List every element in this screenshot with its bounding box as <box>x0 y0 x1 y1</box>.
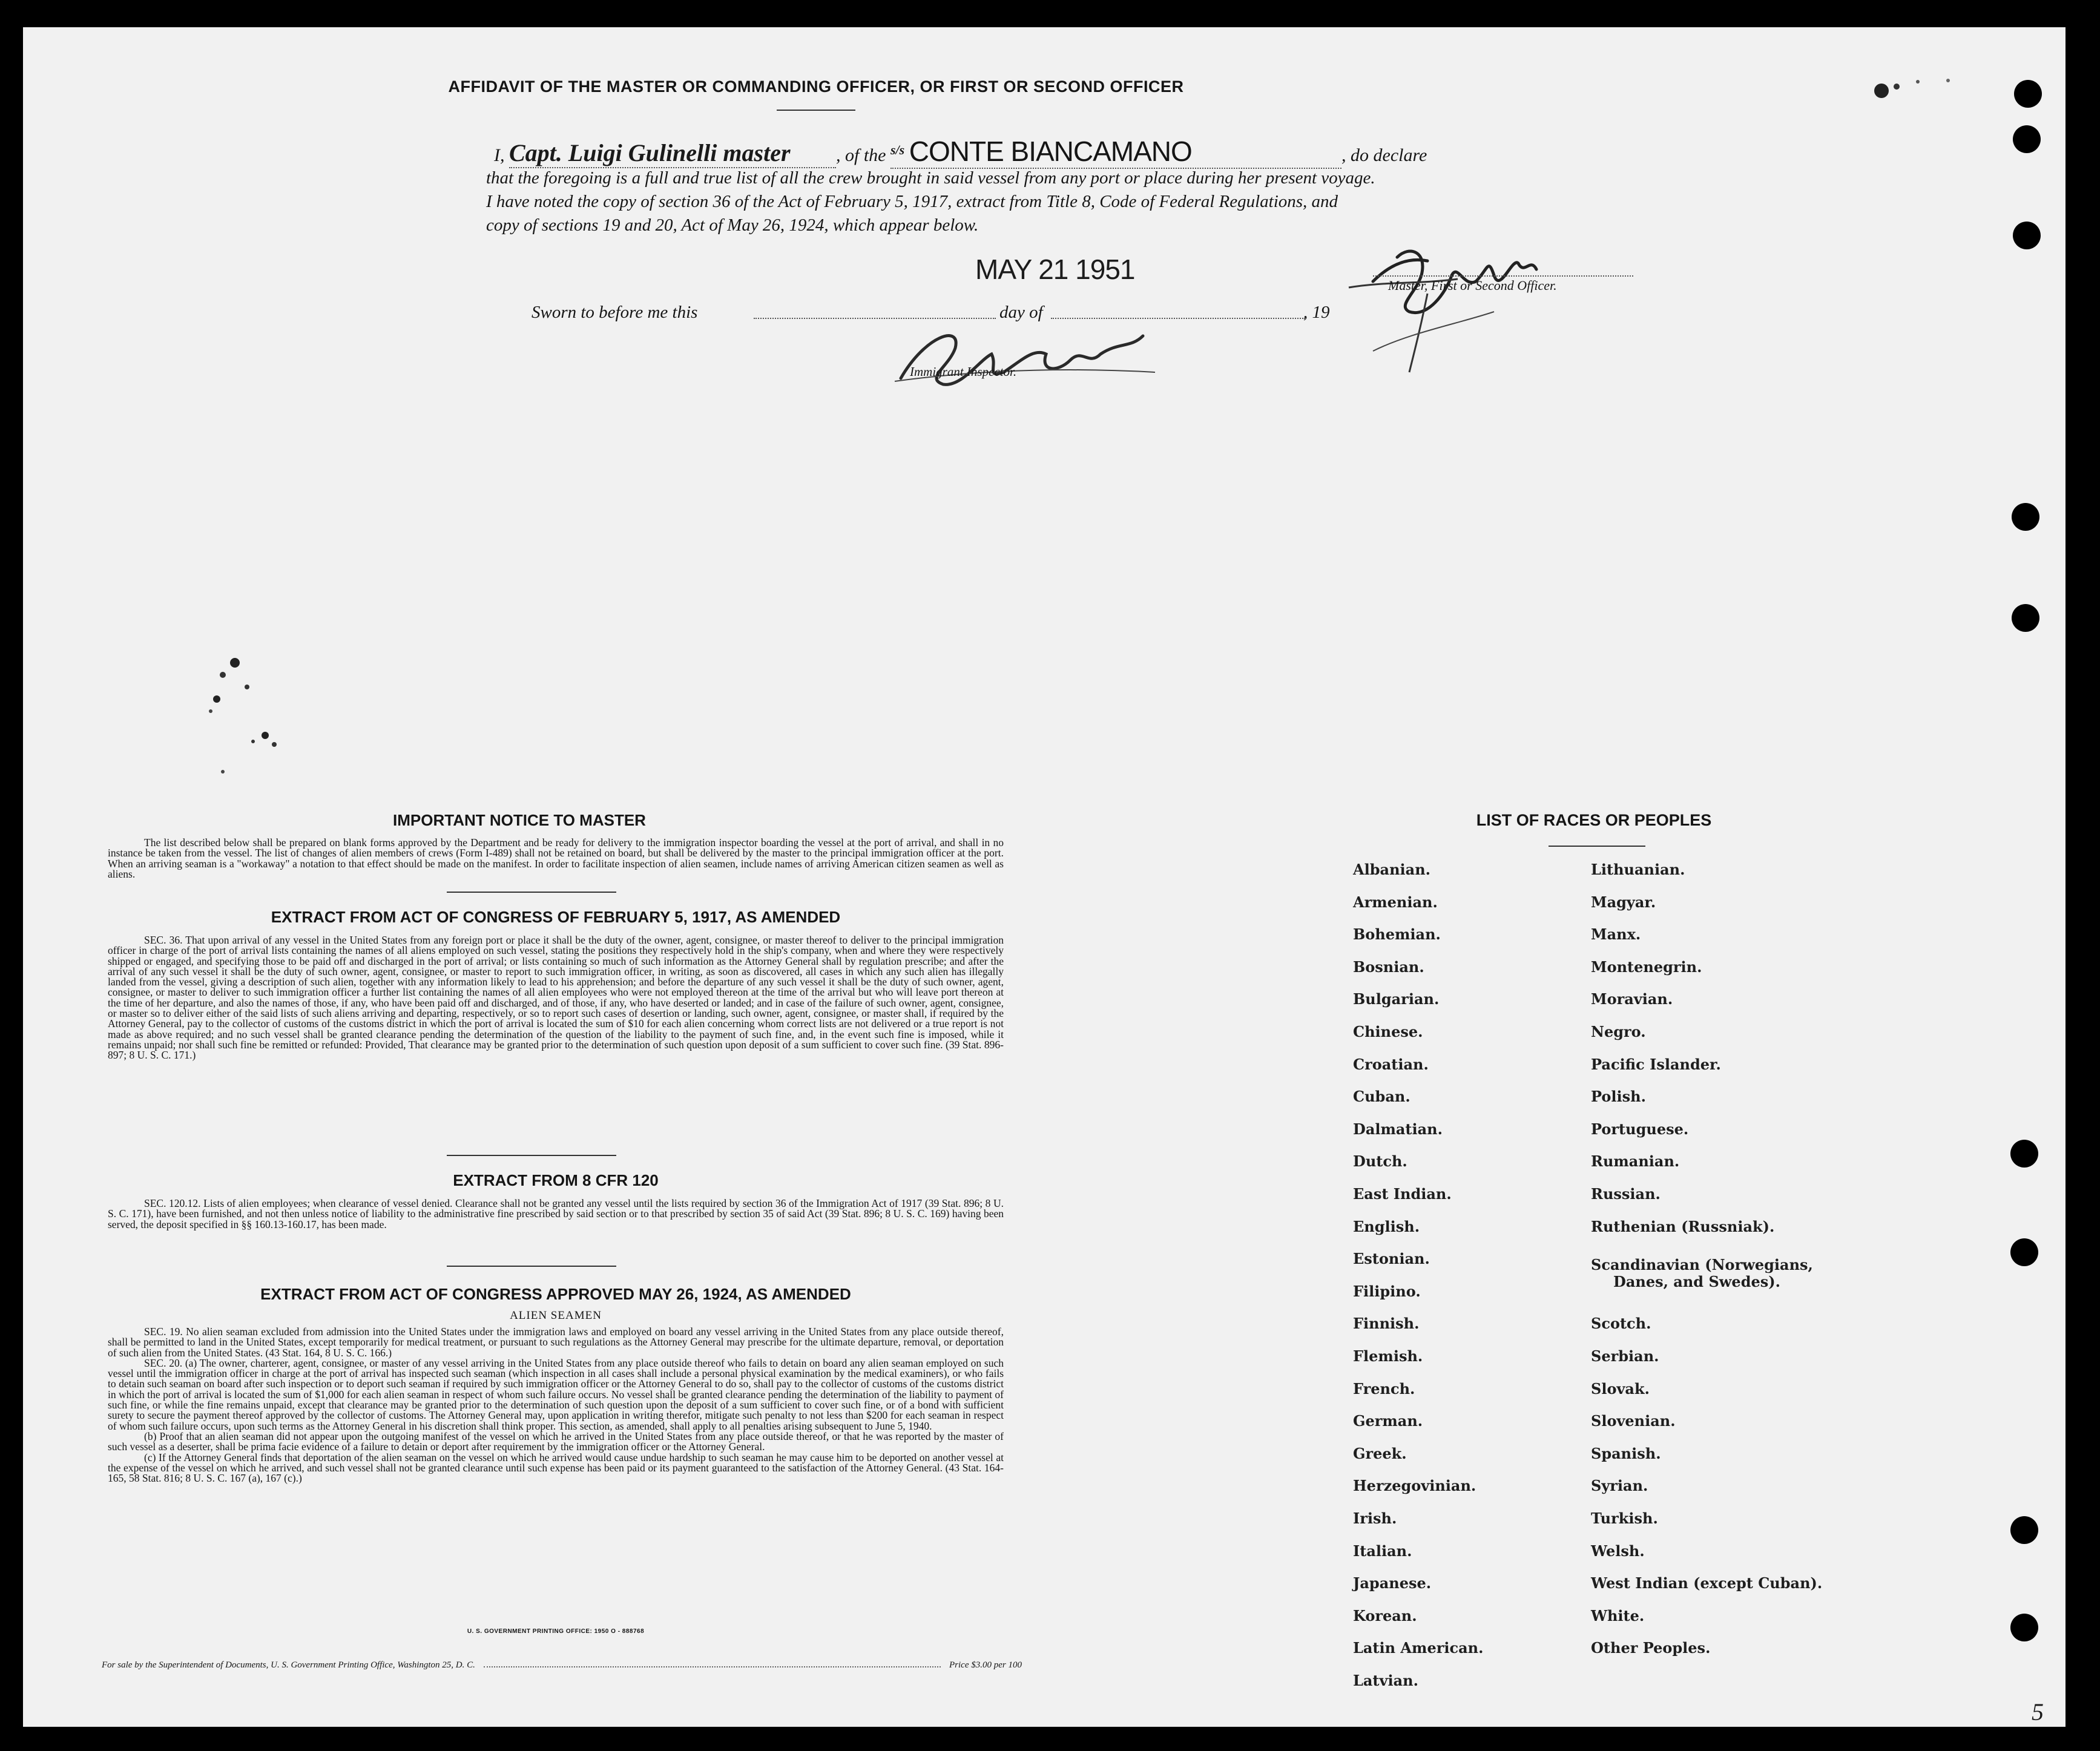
race-item: Negro. <box>1591 1023 1646 1040</box>
sec19-text: SEC. 19. No alien seaman excluded from admission into the United States under the immigration laws and employed on board any vessel arriving in the United States from any place outside thereof, shall be permitted to land in the United States, except temporarily for medical treatment, or pursuant to such regulations as the Attorney General may prescribe for the ultimate departure, removal, or deportation of such alien from the United States. (43 Stat. 164, 8 U. S. C. 166.) <box>108 1326 1004 1359</box>
race-item: Manx. <box>1591 925 1641 944</box>
top-right-specks <box>1863 64 1996 112</box>
race-item: Polish. <box>1591 1088 1646 1106</box>
extract-1917-text: SEC. 36. That upon arrival of any vessel in the United States from any foreign port or place it shall be the duty of the owner, agent, consignee, or master thereof to deliver to the principal immigration officer in charge of the port of arrival lists containing the names of all aliens employed on such vessel, stating the positions they respectively hold in the ship's company, when and where they were respectively shipped or engaged, and specifying those to be paid off and discharged in the port of arrival; or lists containing so much of such information as the Attorney General shall by regulation prescribe; and after the arrival of any such vessel it shall be the duty of such owner, agent, consignee, or master to report to such immigration officer, in writing, as soon as discovered, all cases in which any such alien has illegally landed from the vessel, giving a description of such alien, together with any information likely to lead to his apprehension; and before the departure of any such vessel it shall be the duty of such owner, agent, consignee, or master to deliver to such immigration officer a further list containing the names of all alien employees who were not employed thereon at the time of the arrival but who will leave port thereon at the time of her departure, and also the names of those, if any, who have been paid off and discharged, and of those, if any, who have deserted or landed; and in case of the failure of such owner, agent, consignee, or master so to deliver either of the said lists of such aliens arriving and departing, respectively, or so to report such cases of desertion or landing, such owner, agent, consignee, or master shall, if required by the Attorney General, pay to the collector of customs of the customs district in which the port of arrival is located the sum of $10 for each alien concerning whom correct lists are not delivered or a true report is not made as above required; and no such vessel shall be granted clearance pending the determination of the question of the liability to the payment of such fine, and, in the event such fine is imposed, while it remains unpaid; nor shall such fine be remitted or refunded: Provided, That clearance may be granted prior to the determination of such question upon deposit of a sum sufficient to cover such fine. (39 Stat. 896-897; 8 U. S. C. 171.) <box>108 934 1004 1062</box>
gpo-imprint: U. S. GOVERNMENT PRINTING OFFICE: 1950 O - 888768 <box>467 1628 645 1635</box>
race-item: Danes, and Swedes). <box>1613 1273 1780 1291</box>
binder-hole <box>2013 222 2041 249</box>
race-item: German. <box>1353 1412 1423 1430</box>
race-item: Serbian. <box>1591 1347 1659 1365</box>
race-item: Montenegrin. <box>1591 958 1702 976</box>
race-item: Turkish. <box>1591 1510 1658 1527</box>
race-item: Russian. <box>1591 1185 1661 1203</box>
date-stamp: MAY 21 1951 <box>975 254 1135 285</box>
race-item: Estonian. <box>1353 1250 1430 1268</box>
sale-footer-right: Price $3.00 per 100 <box>949 1660 1022 1670</box>
extract-cfr-text: SEC. 120.12. Lists of alien employees; when clearance of vessel denied. Clearance shall not be granted any vessel until the lists required by section 36 of the Immigration Act of 1917 (39 Stat. 896; 8 U. S. C. 171), have been furnished, and not then unless notice of liability to the administrative fine prescribed by said section or to that prescribed by section 35 of said Act (39 Stat. 896; 8 U. S. C. 169) having been served, the deposit specified in §§ 160.13-160.17, has been made. <box>108 1197 1004 1230</box>
affidavit-line1-prefix: I, <box>494 145 505 165</box>
race-item: Croatian. <box>1353 1055 1429 1073</box>
vessel-name-stamp: CONTE BIANCAMANO <box>909 136 1192 167</box>
race-item: Herzegovinian. <box>1353 1477 1476 1495</box>
race-item: Japanese. <box>1353 1574 1432 1592</box>
race-item: Irish. <box>1353 1510 1397 1527</box>
binder-hole <box>2010 1140 2038 1168</box>
declarant-handwriting: Capt. Luigi Gulinelli master <box>509 139 836 168</box>
binder-hole <box>2010 1238 2038 1266</box>
vessel-prefix: s/s <box>890 142 905 157</box>
day-of-label: day of <box>999 303 1043 322</box>
race-item: Rumanian. <box>1591 1152 1680 1171</box>
race-item: Armenian. <box>1353 893 1438 911</box>
affidavit-line1-mid: , of the <box>836 145 886 165</box>
officer-signature <box>1337 221 1591 378</box>
race-item: Italian. <box>1353 1542 1412 1560</box>
affidavit-line1-suffix: , do declare <box>1341 145 1427 165</box>
race-item: Flemish. <box>1353 1347 1423 1365</box>
sec20a-text: SEC. 20. (a) The owner, charterer, agent, consignee, or master of any vessel arriving in the United States from any place outside thereof who fails to detain on board any alien seaman employed on such vessel until the immigration officer in charge at the port of arrival has inspected such seaman (which inspection in all cases shall include a personal physical examination by the medical examiners), or who fails to detain such seaman on board after such inspection or to deport such seaman if required by such immigration officer or the Attorney General to do so, shall pay to the collector of customs of the customs district in which the port of arrival is located the sum of $1,000 for each alien seaman in respect of whom such failure occurs. No vessel shall be granted clearance pending the determination of the liability to payment of such fine, or while the fine remains unpaid, except that clearance may be granted prior to the determination of such question upon the deposit of a sum sufficient to cover such fine, or of a bond with sufficient surety to secure the payment thereof approved by the collector of customs. The Attorney General may, upon application in writing therefor, mitigate such penalty to not less than $200 for each seaman in respect of whom such failure occurs, upon such terms as the Attorney General in his discretion shall think proper. This section, as amended, shall apply to all penalties arising subsequent to June 5, 1940. <box>108 1356 1004 1432</box>
races-title-underline <box>1549 846 1645 847</box>
title-underline <box>777 110 855 111</box>
race-item: West Indian (except Cuban). <box>1591 1574 1823 1592</box>
affidavit-line1 <box>494 135 1705 169</box>
race-item: Dutch. <box>1353 1152 1407 1171</box>
race-item: Spanish. <box>1591 1444 1661 1462</box>
sale-footer <box>102 1660 1022 1671</box>
race-item: East Indian. <box>1353 1185 1452 1203</box>
race-item: Chinese. <box>1353 1023 1423 1040</box>
affidavit-line3: I have noted the copy of section 36 of the Act of February 5, 1917, extract from Title 8, Code of Federal Regulations, and <box>486 192 1338 211</box>
notice-title: IMPORTANT NOTICE TO MASTER <box>393 811 646 829</box>
race-item: Korean. <box>1353 1606 1417 1625</box>
document-sheet <box>23 27 2065 1727</box>
divider-2 <box>447 1155 616 1156</box>
notice-text: The list described below shall be prepared on blank forms approved by the Department and be ready for delivery to the immigration inspector boarding the vessel at the port of arrival, and shall in no instance be taken from the vessel. The list of changes of alien members of crews (Form I-489) shall not be retained on board, but shall be delivered by the master to the principal immigration officer at the port. When an arriving seaman is a "workaway" a notation to that effect should be made on the manifest. In order to facilitate inspection of alien seamen, include names of arriving American citizen seamen as well as aliens. <box>108 836 1004 880</box>
race-item: Bulgarian. <box>1353 990 1440 1008</box>
binder-hole <box>2010 1516 2038 1544</box>
divider-3 <box>447 1266 616 1267</box>
races-title: LIST OF RACES OR PEOPLES <box>1476 811 1712 829</box>
extract-1924-body <box>108 1327 1004 1483</box>
race-item: Slovak. <box>1591 1379 1650 1398</box>
race-item: French. <box>1353 1379 1415 1398</box>
race-item: Greek. <box>1353 1444 1407 1462</box>
race-item: Welsh. <box>1591 1542 1645 1560</box>
race-item: Scotch. <box>1591 1315 1651 1333</box>
race-item: Syrian. <box>1591 1477 1648 1495</box>
race-item: Latin American. <box>1353 1639 1484 1657</box>
binder-hole <box>2010 1614 2038 1641</box>
race-item: Cuban. <box>1353 1088 1410 1106</box>
sale-footer-dots <box>484 1660 941 1667</box>
race-item: Other Peoples. <box>1591 1639 1711 1657</box>
alien-seamen-subtitle: ALIEN SEAMEN <box>510 1309 602 1322</box>
binder-hole <box>2014 80 2042 108</box>
vessel-field <box>890 135 1341 169</box>
sale-footer-left: For sale by the Superintendent of Documents, U. S. Government Printing Office, Washington 25, D. C. <box>102 1660 475 1670</box>
race-item: White. <box>1591 1606 1645 1625</box>
race-item: Filipino. <box>1353 1282 1421 1300</box>
race-item: Finnish. <box>1353 1315 1420 1333</box>
binder-hole <box>2012 604 2039 632</box>
race-item: Moravian. <box>1591 990 1673 1008</box>
ink-specks <box>180 645 301 784</box>
affidavit-line2: that the foregoing is a full and true list of all the crew brought in said vessel from any port or place during her present voyage. <box>486 168 1375 188</box>
affidavit-line4: copy of sections 19 and 20, Act of May 26, 1924, which appear below. <box>486 215 979 235</box>
race-item: Slovenian. <box>1591 1412 1676 1430</box>
race-item: Bosnian. <box>1353 958 1424 976</box>
race-item: Albanian. <box>1353 861 1430 878</box>
inspector-signature <box>889 312 1167 402</box>
race-item: Magyar. <box>1591 893 1656 911</box>
race-item: Bohemian. <box>1353 925 1441 944</box>
race-item: Ruthenian (Russniak). <box>1591 1217 1775 1235</box>
year-label: , 19 <box>1303 303 1330 322</box>
race-item: Lithuanian. <box>1591 861 1685 878</box>
race-item: English. <box>1353 1217 1420 1235</box>
binder-hole <box>2012 503 2039 531</box>
extract-1917-title: EXTRACT FROM ACT OF CONGRESS OF FEBRUARY 5, 1917, AS AMENDED <box>271 908 841 926</box>
race-item: Dalmatian. <box>1353 1120 1443 1138</box>
extract-cfr-title: EXTRACT FROM 8 CFR 120 <box>453 1171 659 1189</box>
race-item: Portuguese. <box>1591 1120 1689 1138</box>
page-mark: 5 <box>2032 1698 2044 1726</box>
affidavit-title: AFFIDAVIT OF THE MASTER OR COMMANDING OFFICER, OR FIRST OR SECOND OFFICER <box>448 77 1184 96</box>
race-item: Pacific Islander. <box>1591 1055 1721 1073</box>
inspector-label: Immigrant Inspector. <box>910 364 1017 379</box>
sworn-label: Sworn to before me this <box>532 303 698 322</box>
sec20c-text: (c) If the Attorney General finds that deportation of the alien seaman on the vessel on which he arrived would cause undue hardship to such seaman he may cause him to be deported on another vessel at the expense of the vessel on which he arrived, and such vessel shall not be granted clearance until such expense has been paid or its payment guaranteed to the satisfaction of the Attorney General. (43 Stat. 164-165, 58 Stat. 816; 8 U. S. C. 167 (a), 167 (c).) <box>108 1451 1004 1485</box>
divider-1 <box>447 892 616 893</box>
binder-hole <box>2013 125 2041 153</box>
officer-signature-line <box>1373 275 1633 277</box>
race-item: Latvian. <box>1353 1672 1418 1689</box>
sec20b-text: (b) Proof that an alien seaman did not appear upon the outgoing manifest of the vessel on which he arrived in the United States from any place outside thereof, or that he was reported by the master of such vessel as a deserter, shall be prima facie evidence of a failure to detain or deport after requirement by the immigration officer or the Attorney General. <box>108 1430 1004 1453</box>
officer-label: Master, First or Second Officer. <box>1388 278 1557 293</box>
extract-1924-title: EXTRACT FROM ACT OF CONGRESS APPROVED MAY 26, 1924, AS AMENDED <box>260 1285 851 1303</box>
race-item: Scandinavian (Norwegians, <box>1591 1256 1813 1274</box>
